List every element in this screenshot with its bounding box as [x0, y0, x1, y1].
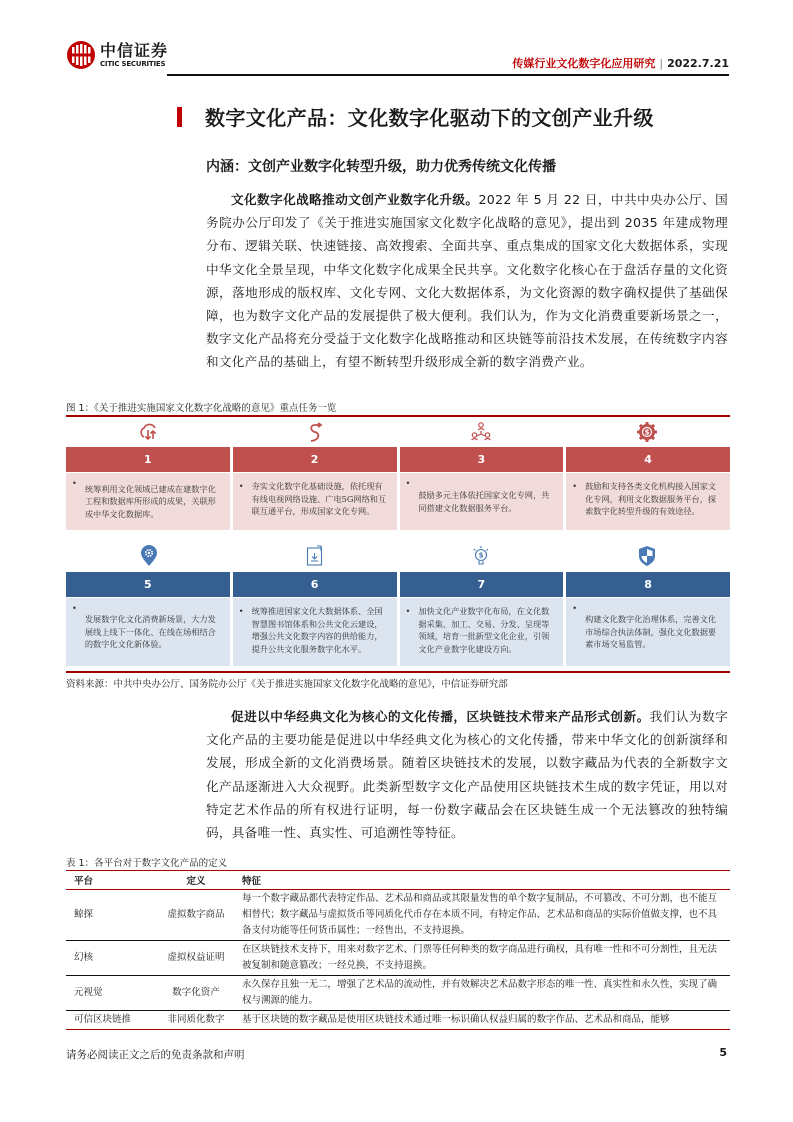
report-title [512, 55, 729, 71]
footer-disclaimer: 请务必阅读正文之后的免责条款和声明 [66, 1049, 245, 1061]
definition-cell: 虚拟数字商品 [156, 890, 236, 941]
figure-top-rule [66, 415, 730, 417]
column-header-definition: 定义 [156, 871, 236, 890]
bullet-icon: • [405, 478, 411, 488]
task-box [66, 473, 230, 530]
task-number: 2 [233, 447, 397, 472]
page-number: 5 [719, 1046, 727, 1059]
task-number: 7 [400, 572, 564, 597]
platform-definition-table [66, 870, 730, 1030]
table-title: 表 1：各平台对于数字文化产品的定义 [66, 858, 228, 869]
logo-chinese-name: 中信证券 [100, 40, 169, 60]
svg-text:$: $ [644, 428, 650, 437]
task-text: 鼓励和支持各类文化机构接入国家文化专网，利用文化数据服务平台，探索数字化转型升级的有效途径。 [585, 481, 717, 516]
table-row [66, 890, 730, 941]
task-box [233, 598, 397, 666]
figure-icons-row-2 [66, 542, 730, 570]
figure-bottom-rule [66, 671, 730, 673]
task-number: 8 [566, 572, 730, 597]
lightbulb-dollar-icon [471, 545, 491, 567]
bullet-icon: • [72, 478, 77, 488]
column-header-platform: 平台 [66, 871, 156, 890]
definition-cell: 非同质化数字 [156, 1011, 236, 1030]
definition-cell: 数字化资产 [156, 976, 236, 1011]
column-header-feature: 特征 [236, 871, 730, 890]
location-gear-icon [140, 545, 158, 567]
task-box [400, 473, 564, 530]
table-row [66, 976, 730, 1011]
report-date: 2022.7.21 [667, 57, 729, 70]
task-text: 发展数字化文化消费新场景，大力发展线上线下一体化、在线在场相结合的数字化文化新体验。 [84, 614, 216, 650]
task-number: 1 [66, 447, 230, 472]
platform-cell: 可信区块链推 [66, 1011, 156, 1030]
document-download-icon [306, 545, 324, 567]
paragraph-lead: 文化数字化战略推动文创产业数字化升级。 [231, 192, 479, 207]
heading-accent-bar [177, 107, 182, 127]
cloud-sync-icon [138, 422, 160, 442]
bullet-icon: • [238, 481, 244, 491]
bullet-icon: • [72, 603, 77, 613]
task-box [233, 473, 397, 530]
bullet-icon: • [572, 481, 578, 491]
bullet-icon: • [405, 606, 411, 616]
citic-logo [66, 40, 168, 70]
task-number: 4 [566, 447, 730, 472]
definition-cell: 虚拟权益证明 [156, 941, 236, 976]
feature-cell: 每一个数字藏品都代表特定作品、艺术品和商品或其限量发售的单个数字复制品，不可篡改、不可分割，也不能互相替代；数字藏品与虚拟货币等同质化代币存在本质不同，有特定作品、艺术品和商品的实际价值做支撑，也不具备支付功能等任何货币属性；一经售出，不支持退换。 [236, 890, 730, 941]
figure-task-boxes-1 [66, 473, 730, 530]
path-arrow-icon [305, 421, 325, 443]
task-box [566, 473, 730, 530]
shield-icon [638, 545, 656, 567]
section-heading [177, 102, 654, 131]
task-text: 夯实文化数字化基础设施，依托现有有线电视网络设施、广电5G网络和互联互通平台，形成国家文化专网。 [251, 481, 387, 516]
task-text: 统筹推进国家文化大数据体系、全国智慧图书馆体系和公共文化云建设，增强公共文化数字内容的供给能力，提升公共文化服务数字化水平。 [251, 606, 383, 654]
bullet-icon: • [238, 606, 244, 616]
figure-number-band-2 [66, 572, 730, 597]
figure-icons-row-1 [66, 418, 730, 446]
task-box [566, 598, 730, 666]
task-text: 统筹利用文化领域已建成在建数字化工程和数据库所形成的成果，关联形成中华文化数据库。 [84, 483, 216, 519]
task-box [66, 598, 230, 666]
table-row [66, 941, 730, 976]
task-number: 3 [400, 447, 564, 472]
figure-task-boxes-2 [66, 598, 730, 666]
figure-title: 图 1：《关于推进实施国家文化数字化战略的意见》重点任务一览 [66, 403, 337, 414]
section-subtitle: 内涵：文创产业数字化转型升级，助力优秀传统文化传播 [206, 159, 556, 175]
paragraph-body: 2022 年 5 月 22 日，中共中央办公厅、国务院办公厅印发了《关于推进实施国家文化数字化战略的意见》，提出到 2035 年建成物理分布、逻辑关联、快速链接、高效搜索、全面共享、重点集成的国家文化大数据体系，实现中华文化全景呈现，中华文化数字化成果全民共享。文化数字化核心在于盘活存量的文化资源，落地形成的版权库、文化专网、文化大数据体系，为文化资源的数字确权提供了基础保障，也为数字文化产品的发展提供了极大便利。我们认为，作为文化消费重要新场景之一，数字文化产品将充分受益于文化数字化战略推动和区块链等前沿技术发展，在传统数字内容和文化产品的基础上，有望不断转型升级形成全新的数字消费产业。 [206, 192, 729, 370]
paragraph-lead: 促进以中华经典文化为核心的文化传播，区块链技术带来产品形式创新。 [231, 709, 650, 724]
page-header [0, 0, 793, 80]
feature-cell: 永久保存且独一无二，增强了艺术品的流动性，并有效解决艺术品数字形态的唯一性、真实性和永久性，实现了确权与溯源的能力。 [236, 976, 730, 1011]
feature-cell: 基于区块链的数字藏品是使用区块链技术通过唯一标识确认权益归属的数字作品、艺术品和商品，能够 [236, 1011, 730, 1030]
bullet-icon: • [572, 603, 578, 613]
platform-cell: 鲸探 [66, 890, 156, 941]
citic-logo-icon [66, 40, 96, 70]
table-row [66, 1011, 730, 1030]
feature-cell: 在区块链技术支持下，用来对数字艺术、门票等任何种类的数字商品进行确权，具有唯一性和不可分割性，且无法被复制和随意篡改；一经兑换，不支持退换。 [236, 941, 730, 976]
figure-number-band-1 [66, 447, 730, 472]
platform-cell: 幻核 [66, 941, 156, 976]
logo-english-name: CITIC SECURITIES [100, 59, 166, 68]
task-number: 6 [233, 572, 397, 597]
task-box [400, 598, 564, 666]
task-number: 5 [66, 572, 230, 597]
table-header-row [66, 871, 730, 890]
paragraph-body: 我们认为数字文化产品的主要功能是促进以中华经典文化为核心的文化传播，带来中华文化的创新演绎和发展，形成全新的文化消费场景。随着区块链技术的发展，以数字藏品为代表的全新数字文化产品逐渐进入大众视野。此类新型数字文化产品使用区块链技术生成的数字凭证，用以对特定艺术作品的所有权进行证明，每一份数字藏品会在区块链生成一个无法篡改的独特编码，具备唯一性、真实性、可追溯性等特征。 [206, 709, 728, 841]
figure-source: 资料来源：中共中央办公厅、国务院办公厅《关于推进实施国家文化数字化战略的意见》，中信证券研究部 [66, 679, 508, 690]
network-people-icon [470, 421, 492, 443]
task-text: 加快文化产业数字化布局，在文化数据采集、加工、交易、分发、呈现等领域，培育一批新型文化企业，引领文化产业数字化建设方向。 [418, 606, 550, 654]
paragraph-digitization-strategy [206, 188, 728, 374]
svg-text:$: $ [478, 551, 484, 560]
paragraph-blockchain-innovation [206, 705, 728, 844]
title-separator: | [659, 57, 664, 70]
task-text: 构建文化数字化治理体系，完善文化市场综合执法体制，强化文化数据要素市场交易监管。 [585, 614, 717, 650]
task-text: 鼓励多元主体依托国家文化专网，共同搭建文化数据服务平台。 [418, 490, 550, 513]
report-name: 传媒行业文化数字化应用研究 [512, 57, 656, 70]
platform-cell: 元视觉 [66, 976, 156, 1011]
section-title: 数字文化产品：文化数字化驱动下的文创产业升级 [205, 106, 654, 130]
gear-dollar-icon [636, 421, 658, 443]
header-divider [167, 74, 729, 76]
